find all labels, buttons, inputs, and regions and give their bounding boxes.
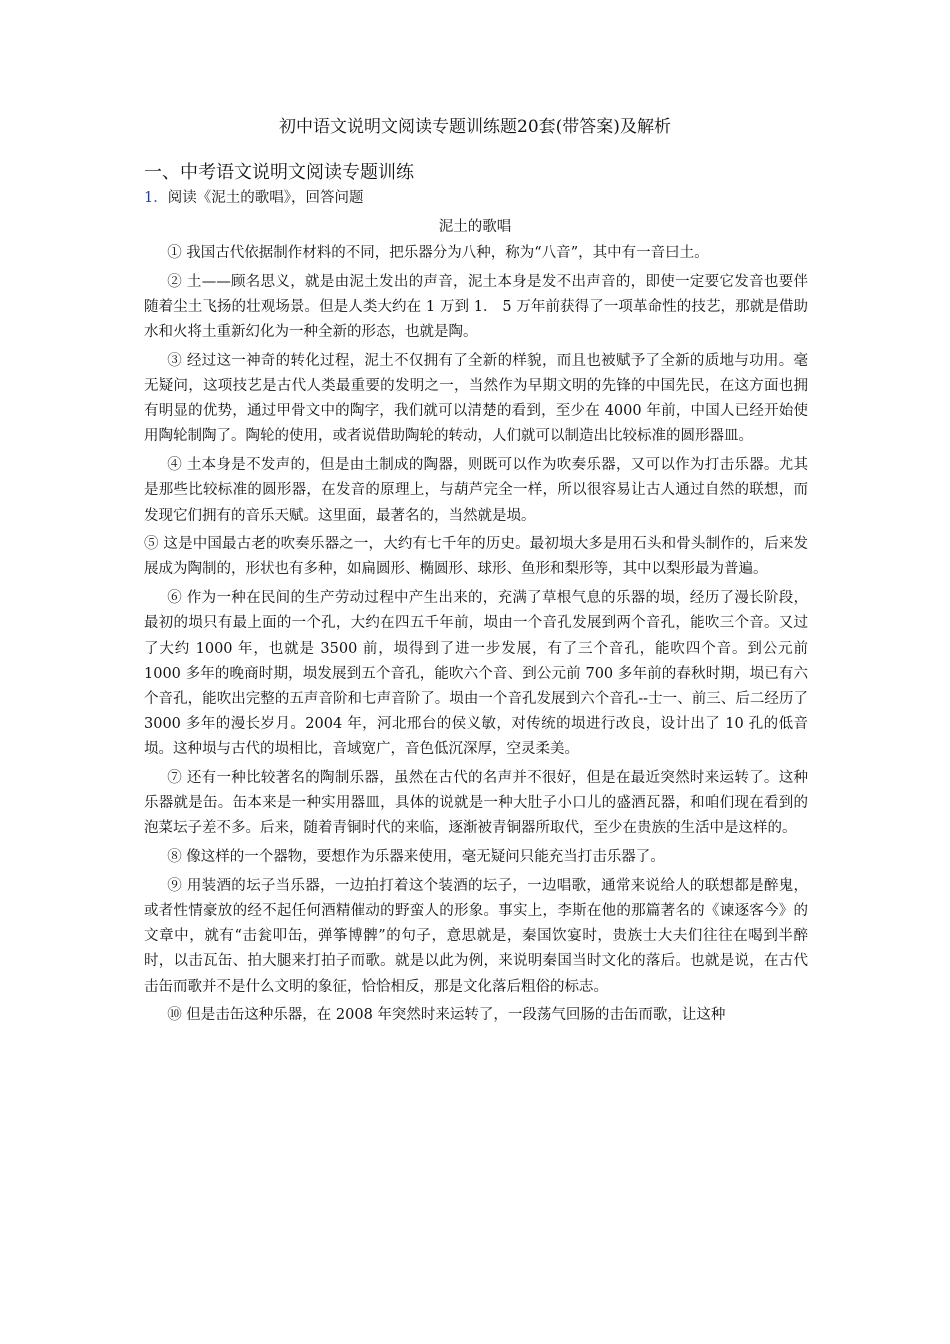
document-title: 初中语文说明文阅读专题训练题20套(带答案)及解析 (279, 117, 671, 137)
paragraph-8: ⑧ 像这样的一个器物，要想作为乐器来使用，毫无疑问只能充当打击乐器了。 (167, 849, 665, 866)
paragraph-6: ⑥ 作为一种在民间的生产劳动过程中产生出来的，充满了草根气息的乐器的埙，经历了漫长阶段，最初的埙只有最上面的一个孔，大约在四五千年前，埙由一个音孔发展到两个音孔，能吹三个音。又过了大约 1000 年，也就是 3500 前，埙得到了进一步发展，有了三个音孔，能吹四个音。到公元前 1000 多年的晚商时期，埙发展到五个音孔，能吹六个音、到公元前 700 多年前的春秋时期，埙已有六个音孔，能吹出完整的五声音阶和七声音阶了。埙由一个音孔发展到六个音孔--士一、前三、后二经历了 3000 多年的漫长岁月。2004 年，河北邢台的侯义敏，对传统的埙进行改良，设计出了 10 孔的低音埙。这种埙与古代的埙相比，音域宽广，音色低沉深厚，空灵柔美。 (144, 590, 808, 758)
article-title: 泥土的歌唱 (438, 219, 512, 235)
paragraph-5: ⑤ 这是中国最古老的吹奏乐器之一，大约有七千年的历史。最初埙大多是用石头和骨头制作的，后来发展成为陶制的，形状也有多种，如扁圆形、椭圆形、球形、鱼形和梨形等，其中以梨形最为普遍。 (144, 536, 808, 578)
question-number: 1． (144, 190, 168, 206)
paragraph-2: ② 土——顾名思义，就是由泥土发出的声音，泥土本身是发不出声音的，即使一定要它发音也要伴随着尘土飞扬的壮观场景。但是人类大约在 1 万到 1． 5 万年前获得了一项革命性的技艺，那就是借助水和火将土重新幻化为一种全新的形态，也就是陶。 (144, 273, 808, 341)
paragraph-10: ⑩ 但是击缶这种乐器，在 2008 年突然时来运转了，一段荡气回肠的击缶而歌，让这种 (167, 1007, 726, 1024)
paragraph-9: ⑨ 用装酒的坛子当乐器，一边拍打着这个装酒的坛子，一边唱歌，通常来说给人的联想都是醉鬼，或者性情豪放的经不起任何酒精催动的野蛮人的形象。事实上，李斯在他的那篇著名的《谏逐客今》的文章中，就有“击瓮叩缶，弹筝博髀”的句子，意思就是，秦国饮宴时，贵族士大夫们往往在喝到半醉时，以击瓦缶、拍大腿来打拍子而歌。就是以此为例，来说明秦国当时文化的落后。也就是说，在古代击缶而歌并不是什么文明的象征，恰恰相反，那是文化落后粗俗的标志。 (144, 877, 808, 995)
question-prompt: 阅读《泥土的歌唱》，回答问题 (167, 190, 364, 206)
paragraph-7: ⑦ 还有一种比较著名的陶制乐器，虽然在古代的名声并不很好，但是在最近突然时来运转了。这种乐器就是缶。缶本来是一种实用器皿，具体的说就是一种大肚子小口儿的盛酒瓦器，和咱们现在看到的泡菜坛子差不多。后来，随着青铜时代的来临，逐渐被青铜器所取代，至少在贵族的生活中是这样的。 (144, 770, 808, 837)
paragraph-3: ③ 经过这一神奇的转化过程，泥土不仅拥有了全新的样貌，而且也被赋予了全新的质地与功用。毫无疑问，这项技艺是古代人类最重要的发明之一，当然作为早期文明的先锋的中国先民，在这方面也拥有明显的优势，通过甲骨文中的陶字，我们就可以清楚的看到，至少在 4000 年前，中国人已经开始使用陶轮制陶了。陶轮的使用，或者说借助陶轮的转动，人们就可以制造出比较标准的圆形器皿。 (144, 352, 808, 445)
section-heading: 一、中考语文说明文阅读专题训练 (144, 162, 414, 183)
article-body (144, 241, 808, 1032)
question-line (144, 187, 363, 209)
paragraph-1: ① 我国古代依据制作材料的不同，把乐器分为八种，称为“八音”，其中有一音曰土。 (167, 245, 709, 261)
paragraph-4: ④ 土本身是不发声的，但是由土制成的陶器，则既可以作为吹奏乐器，又可以作为打击乐器。尤其是那些比较标准的圆形器，在发音的原理上，与葫芦完全一样，所以很容易让古人通过自然的联想，而发现它们拥有的音乐天赋。这里面，最著名的，当然就是埙。 (144, 457, 808, 524)
